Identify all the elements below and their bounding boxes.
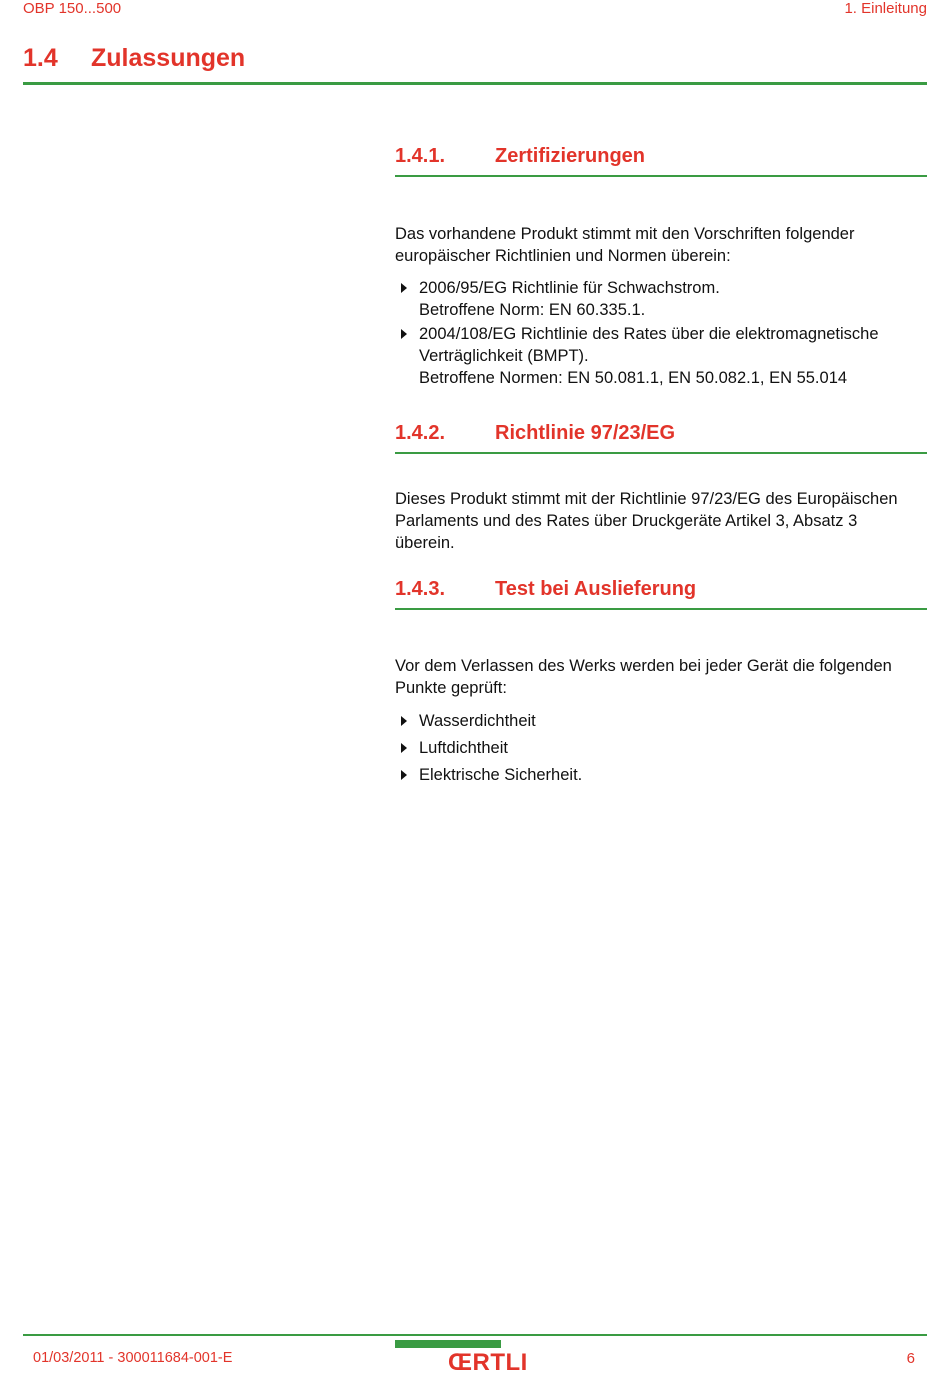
section-paragraph — [395, 488, 935, 554]
text-line: Elektrische Sicherheit. — [419, 766, 583, 784]
page-title-text: Zulassungen — [91, 44, 246, 72]
triangle-bullet-icon — [401, 283, 407, 293]
bullet-list — [395, 710, 935, 786]
page-title — [23, 44, 245, 73]
section-title: Richtlinie 97/23/EG — [495, 422, 676, 444]
section-heading-1 — [395, 145, 645, 168]
bullet-list — [395, 277, 935, 389]
header-chapter: 1. Einleitung — [844, 0, 927, 17]
section-rule — [395, 452, 927, 454]
text-line: Dieses Produkt stimmt mit der Richtlinie 97/23/EG des Europäischen — [395, 490, 898, 508]
logo-bar — [395, 1340, 501, 1348]
footer-rule — [23, 1334, 927, 1336]
list-item — [395, 323, 935, 389]
triangle-bullet-icon — [401, 770, 407, 780]
section-heading-2 — [395, 422, 675, 445]
text-line: Betroffene Norm: EN 60.335.1. — [419, 301, 646, 319]
triangle-bullet-icon — [401, 716, 407, 726]
list-item — [395, 764, 935, 786]
page-title-number: 1.4 — [23, 44, 58, 72]
section-title: Test bei Auslieferung — [495, 578, 697, 600]
text-line: Wasserdichtheit — [419, 712, 536, 730]
section-rule — [395, 608, 927, 610]
page-number: 6 — [906, 1350, 915, 1367]
text-line: Parlaments und des Rates über Druckgeräte Artikel 3, Absatz 3 — [395, 512, 858, 530]
footer-date-reference: 01/03/2011 - 300011684-001-E — [33, 1350, 233, 1366]
text-line: Betroffene Normen: EN 50.081.1, EN 50.082.1, EN 55.014 — [419, 369, 848, 387]
text-line: 2006/95/EG Richtlinie für Schwachstrom. — [419, 279, 720, 297]
section-number: 1.4.3. — [395, 578, 446, 600]
section-paragraph — [395, 223, 935, 267]
section-rule — [395, 175, 927, 177]
brand-logo: ŒRTLI — [448, 1349, 528, 1376]
list-item — [395, 737, 935, 759]
text-line: Das vorhandene Produkt stimmt mit den Vorschriften folgender — [395, 225, 855, 243]
text-line: Punkte geprüft: — [395, 679, 507, 697]
list-item — [395, 277, 935, 321]
triangle-bullet-icon — [401, 329, 407, 339]
text-line: europäischer Richtlinien und Normen überein: — [395, 247, 731, 265]
section-heading-3 — [395, 578, 696, 601]
section-number: 1.4.1. — [395, 145, 446, 167]
section-number: 1.4.2. — [395, 422, 446, 444]
text-line: Vor dem Verlassen des Werks werden bei jeder Gerät die folgenden — [395, 657, 892, 675]
section-paragraph — [395, 655, 935, 699]
text-line: 2004/108/EG Richtlinie des Rates über die elektromagnetische — [419, 325, 879, 343]
text-line: Verträglichkeit (BMPT). — [419, 347, 589, 365]
list-item — [395, 710, 935, 732]
triangle-bullet-icon — [401, 743, 407, 753]
section-title: Zertifizierungen — [495, 145, 646, 167]
header-doc-title: OBP 150...500 — [23, 0, 122, 17]
title-rule — [23, 82, 927, 85]
text-line: überein. — [395, 534, 455, 552]
text-line: Luftdichtheit — [419, 739, 508, 757]
